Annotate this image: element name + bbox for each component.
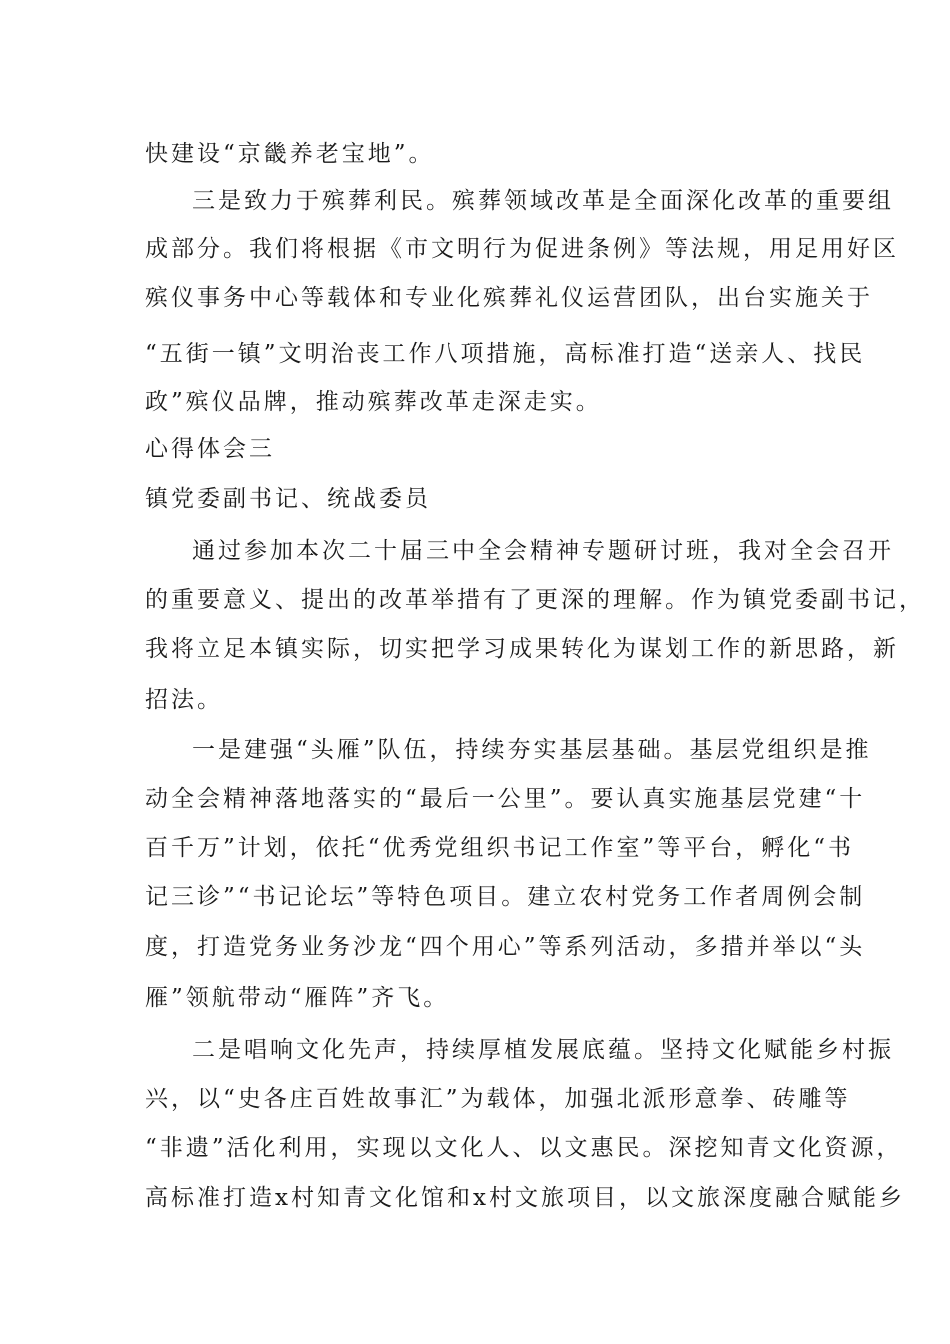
text-line: 的重要意义、提出的改革举措有了更深的理解。作为镇党委副书记，	[145, 587, 925, 613]
text-line: 我将立足本镇实际，切实把学习成果转化为谋划工作的新思路，新	[145, 636, 899, 662]
text-line: 招法。	[145, 687, 223, 713]
section-title: 心得体会三	[145, 436, 275, 462]
text-line: 快建设“京畿养老宝地”。	[145, 141, 435, 167]
text-line: 兴，以“史各庄百姓故事汇”为载体，加强北派形意拳、砖雕等	[145, 1086, 851, 1112]
text-line: “非遗”活化利用，实现以文化人、以文惠民。深挖知青文化资源，	[145, 1135, 903, 1161]
paragraph-first-line: 一是建强“头雁”队伍，持续夯实基层基础。基层党组织是推	[192, 737, 872, 763]
paragraph-first-line: 三是致力于殡葬利民。殡葬领域改革是全面深化改革的重要组	[192, 188, 894, 214]
text-line: 殡仪事务中心等载体和专业化殡葬礼仪运营团队，出台实施关于	[145, 285, 873, 311]
text-line: 政”殡仪品牌，推动殡葬改革走深走实。	[145, 389, 602, 415]
paragraph-first-line: 通过参加本次二十届三中全会精神专题研讨班，我对全会召开	[192, 538, 894, 564]
text-line: 高标准打造x村知青文化馆和x村文旅项目，以文旅深度融合赋能乡	[145, 1185, 905, 1211]
text-line: 记三诊”“书记论坛”等特色项目。建立农村党务工作者周例会制	[145, 884, 866, 910]
text-line: 雁”领航带动“雁阵”齐飞。	[145, 985, 450, 1011]
text-line: “五街一镇”文明治丧工作八项措施，高标准打造“送亲人、找民	[145, 341, 866, 367]
text-line: 动全会精神落地落实的“最后一公里”。要认真实施基层党建“十	[145, 786, 866, 812]
text-line: 成部分。我们将根据《市文明行为促进条例》等法规，用足用好区	[145, 236, 899, 262]
text-line: 度，打造党务业务沙龙“四个用心”等系列活动，多措并举以“头	[145, 934, 866, 960]
author-title: 镇党委副书记、统战委员	[145, 486, 431, 512]
paragraph-first-line: 二是唱响文化先声，持续厚植发展底蕴。坚持文化赋能乡村振	[192, 1037, 894, 1063]
text-line: 百千万”计划，依托“优秀党组织书记工作室”等平台，孵化“书	[145, 835, 855, 861]
